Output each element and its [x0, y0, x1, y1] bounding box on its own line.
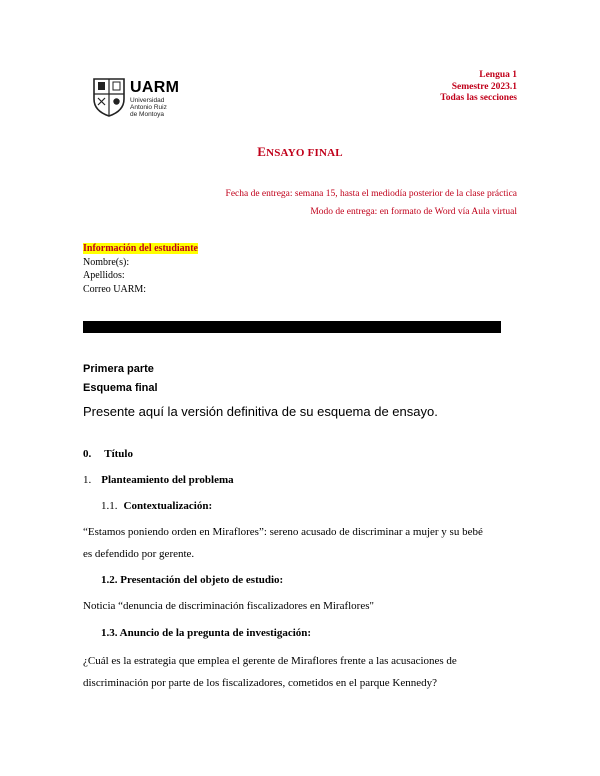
section-1-2-text: Noticia “denuncia de discriminación fiscalizadores en Miraflores" — [83, 600, 374, 612]
course-name: Lengua 1 — [479, 70, 517, 80]
logo-brand: UARM — [130, 79, 180, 96]
section-0-heading: 0. Título — [83, 448, 133, 460]
delivery-mode: Modo de entrega: en formato de Word vía Aula virtual — [310, 207, 517, 217]
title-initial: E — [257, 144, 267, 159]
course-semester: Semestre 2023.1 — [451, 81, 517, 92]
title-word-1: NSAYO — [266, 147, 305, 159]
surname-field[interactable]: Apellidos: — [83, 270, 125, 281]
section-1-1-heading: 1.1. Contextualización: — [101, 500, 213, 512]
student-info — [83, 242, 198, 296]
student-info-heading: Información del estudiante — [83, 243, 198, 254]
section-1-3-text: ¿Cuál es la estrategia que emplea el gerente de Miraflores frente a las acusaciones de discriminación por parte de los fiscalizadores, cometidos en el parque Kennedy? — [83, 655, 457, 689]
section-1-2-heading: 1.2. Presentación del objeto de estudio: — [101, 574, 284, 586]
delivery-date: Fecha de entrega: semana 15, hasta el mediodía posterior de la clase práctica — [225, 189, 517, 199]
name-field[interactable]: Nombre(s): — [83, 256, 130, 268]
delivery-info — [226, 185, 517, 221]
part-subtitle: Esquema final — [83, 382, 158, 394]
crest-icon — [92, 77, 126, 117]
university-logo — [92, 77, 182, 119]
section-1-3-heading: 1.3. Anuncio de la pregunta de investigación: — [101, 627, 312, 639]
course-sections: Todas las secciones — [440, 93, 517, 103]
course-info — [440, 70, 517, 105]
logo-subtitle: Universidad Antonio Ruiz de Montoya — [130, 97, 167, 119]
title-word-2: FINAL — [307, 147, 343, 159]
section-1-heading: 1. Planteamiento del problema — [83, 474, 234, 486]
instruction-text: Presente aquí la versión definitiva de su esquema de ensayo. — [83, 404, 438, 419]
part-heading — [83, 360, 158, 398]
divider-bar — [83, 321, 501, 333]
part-label: Primera parte — [83, 363, 154, 375]
section-1-1-text: “Estamos poniendo orden en Miraflores”: sereno acusado de discriminar a mujer y su bebé es defendido por gerente. — [83, 526, 483, 560]
page-title — [0, 144, 600, 160]
email-field[interactable]: Correo UARM: — [83, 283, 147, 295]
